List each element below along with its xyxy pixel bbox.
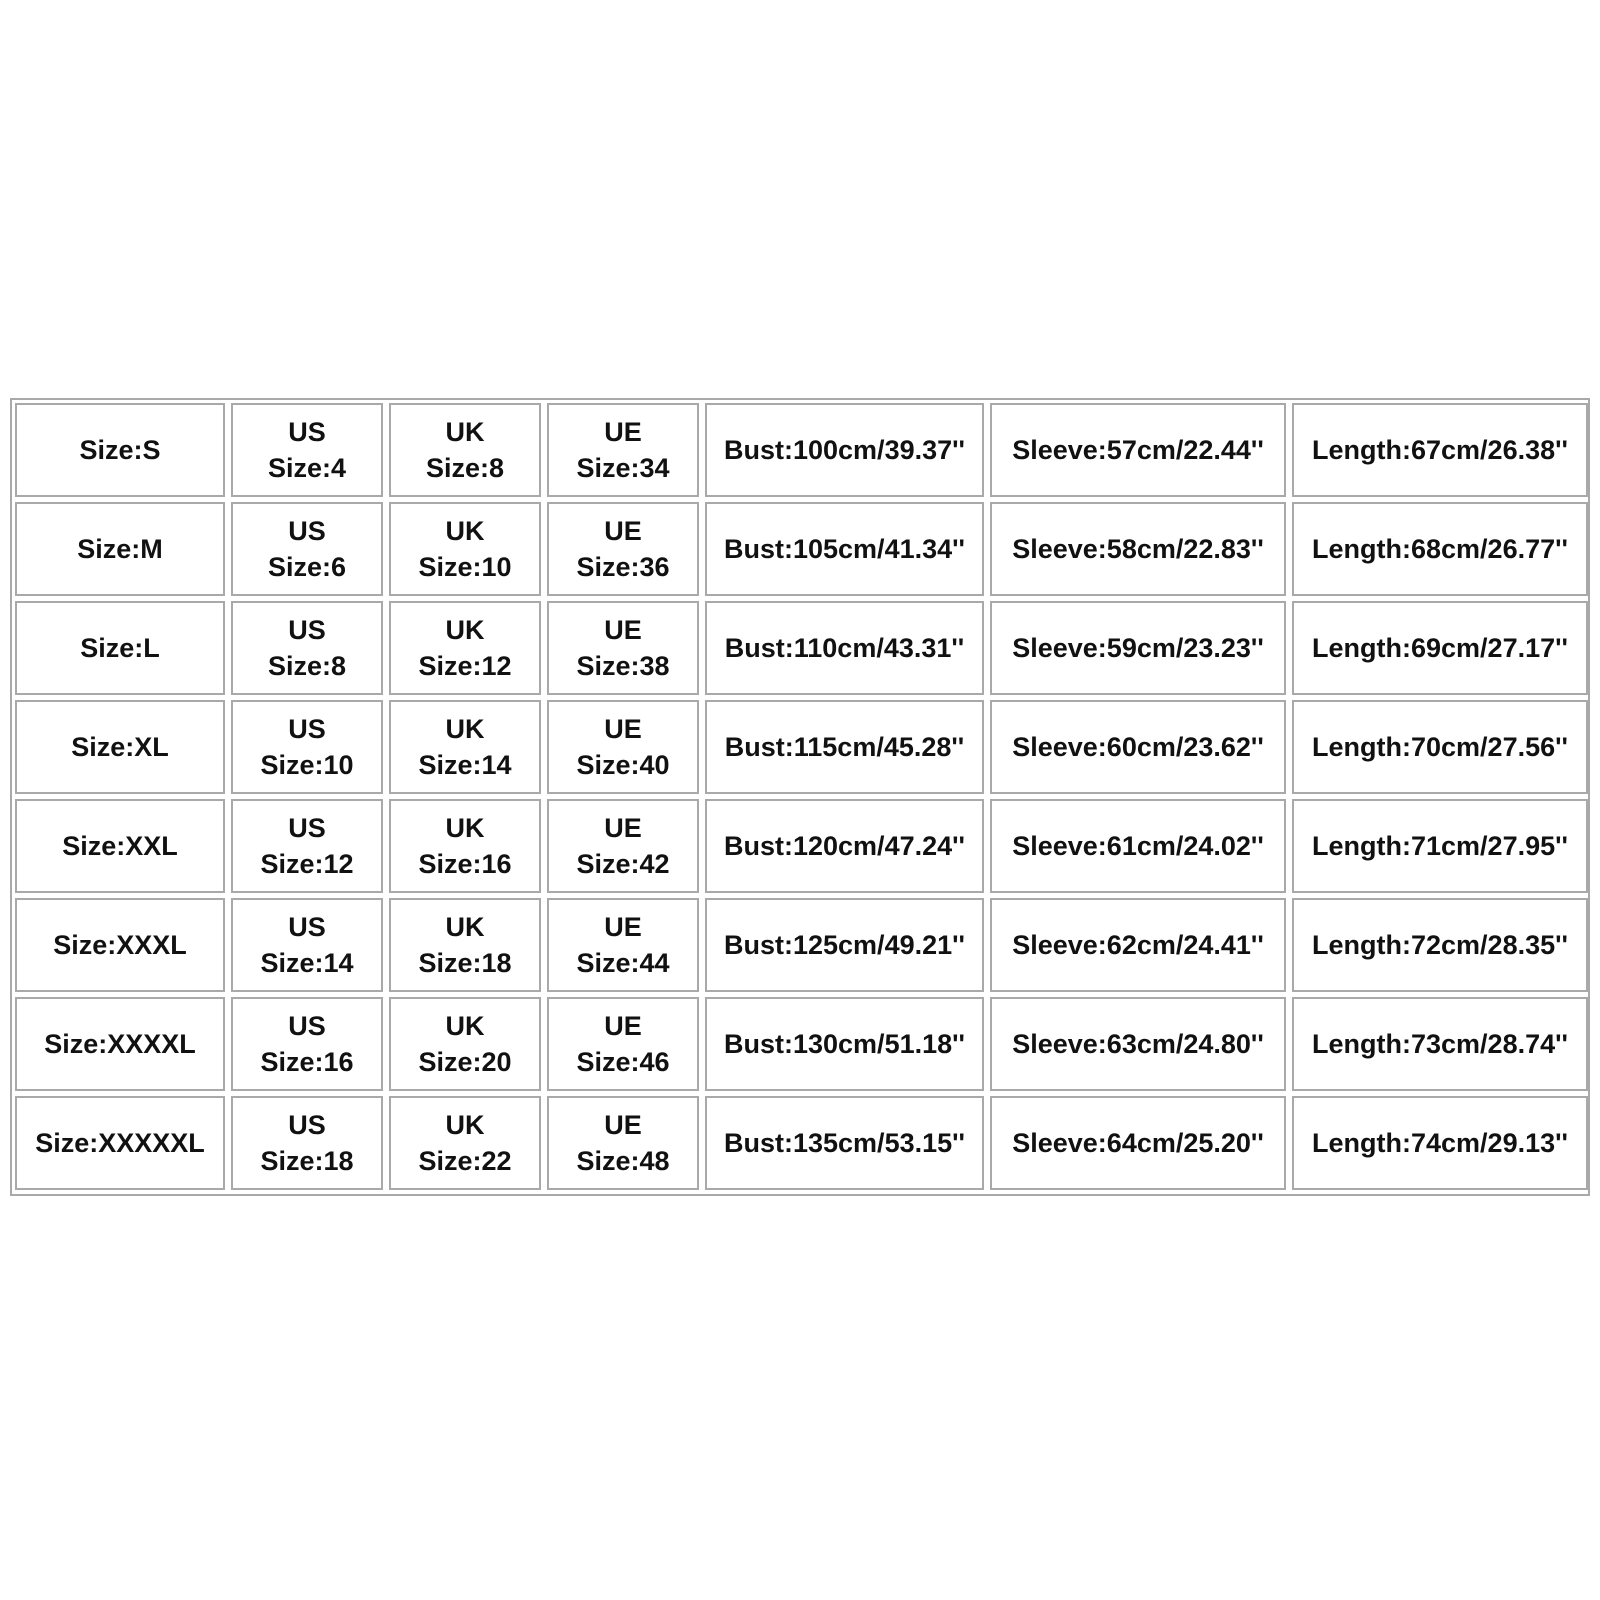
size-cell: Size:S: [15, 403, 225, 497]
ue-size-value: Size:38: [576, 651, 670, 681]
us-label: US: [288, 417, 326, 447]
ue-size-cell: [547, 799, 699, 893]
table-row: [15, 799, 1588, 893]
table-row: [15, 898, 1588, 992]
us-size-value: Size:6: [267, 552, 347, 582]
sleeve-cell: Sleeve:64cm/25.20'': [990, 1096, 1286, 1190]
uk-size-value: Size:10: [418, 552, 512, 582]
length-cell: Length:74cm/29.13'': [1292, 1096, 1588, 1190]
length-cell: Length:72cm/28.35'': [1292, 898, 1588, 992]
length-cell: Length:70cm/27.56'': [1292, 700, 1588, 794]
us-size-cell: [231, 898, 383, 992]
ue-label: UE: [604, 615, 642, 645]
bust-cell: Bust:100cm/39.37'': [705, 403, 984, 497]
length-cell: Length:73cm/28.74'': [1292, 997, 1588, 1091]
uk-label: UK: [445, 615, 485, 645]
uk-size-value: Size:22: [418, 1146, 512, 1176]
uk-size-value: Size:12: [418, 651, 512, 681]
size-cell: Size:XL: [15, 700, 225, 794]
us-size-value: Size:12: [260, 849, 354, 879]
size-chart: [10, 398, 1590, 1196]
length-cell: Length:71cm/27.95'': [1292, 799, 1588, 893]
us-size-cell: [231, 1096, 383, 1190]
sleeve-cell: Sleeve:59cm/23.23'': [990, 601, 1286, 695]
bust-cell: Bust:105cm/41.34'': [705, 502, 984, 596]
ue-label: UE: [604, 714, 642, 744]
ue-size-cell: [547, 1096, 699, 1190]
bust-cell: Bust:130cm/51.18'': [705, 997, 984, 1091]
us-size-value: Size:10: [260, 750, 354, 780]
uk-size-value: Size:16: [418, 849, 512, 879]
us-label: US: [288, 1011, 326, 1041]
us-label: US: [288, 516, 326, 546]
ue-size-cell: [547, 601, 699, 695]
ue-size-cell: [547, 898, 699, 992]
size-cell: Size:XXL: [15, 799, 225, 893]
ue-size-value: Size:40: [576, 750, 670, 780]
table-row: [15, 403, 1588, 497]
us-label: US: [288, 813, 326, 843]
uk-size-cell: [389, 898, 541, 992]
size-cell: Size:XXXXXL: [15, 1096, 225, 1190]
uk-size-cell: [389, 601, 541, 695]
ue-size-cell: [547, 700, 699, 794]
uk-label: UK: [445, 714, 485, 744]
bust-cell: Bust:115cm/45.28'': [705, 700, 984, 794]
us-size-value: Size:16: [260, 1047, 354, 1077]
ue-size-cell: [547, 403, 699, 497]
uk-label: UK: [445, 1011, 485, 1041]
ue-size-value: Size:34: [576, 453, 670, 483]
ue-size-value: Size:44: [576, 948, 670, 978]
table-row: [15, 997, 1588, 1091]
ue-label: UE: [604, 1110, 642, 1140]
size-cell: Size:XXXL: [15, 898, 225, 992]
uk-size-cell: [389, 1096, 541, 1190]
ue-size-value: Size:48: [576, 1146, 670, 1176]
ue-size-value: Size:36: [576, 552, 670, 582]
bust-cell: Bust:125cm/49.21'': [705, 898, 984, 992]
uk-size-cell: [389, 799, 541, 893]
size-cell: Size:M: [15, 502, 225, 596]
us-label: US: [288, 1110, 326, 1140]
length-cell: Length:67cm/26.38'': [1292, 403, 1588, 497]
uk-size-value: Size:18: [418, 948, 512, 978]
uk-size-value: Size:20: [418, 1047, 512, 1077]
table-row: [15, 700, 1588, 794]
uk-size-value: Size:14: [418, 750, 512, 780]
us-label: US: [288, 615, 326, 645]
bust-cell: Bust:135cm/53.15'': [705, 1096, 984, 1190]
table-row: [15, 1096, 1588, 1190]
us-size-cell: [231, 403, 383, 497]
us-size-value: Size:4: [267, 453, 347, 483]
uk-label: UK: [445, 912, 485, 942]
table-row: [15, 601, 1588, 695]
bust-cell: Bust:120cm/47.24'': [705, 799, 984, 893]
uk-size-cell: [389, 502, 541, 596]
sleeve-cell: Sleeve:63cm/24.80'': [990, 997, 1286, 1091]
table-row: [15, 502, 1588, 596]
ue-label: UE: [604, 912, 642, 942]
sleeve-cell: Sleeve:60cm/23.62'': [990, 700, 1286, 794]
us-size-value: Size:14: [260, 948, 354, 978]
us-label: US: [288, 714, 326, 744]
uk-size-value: Size:8: [425, 453, 505, 483]
size-cell: Size:XXXXL: [15, 997, 225, 1091]
sleeve-cell: Sleeve:61cm/24.02'': [990, 799, 1286, 893]
ue-label: UE: [604, 813, 642, 843]
us-size-cell: [231, 997, 383, 1091]
ue-size-value: Size:46: [576, 1047, 670, 1077]
us-size-value: Size:18: [260, 1146, 354, 1176]
size-chart-table: [9, 398, 1594, 1195]
sleeve-cell: Sleeve:58cm/22.83'': [990, 502, 1286, 596]
sleeve-cell: Sleeve:62cm/24.41'': [990, 898, 1286, 992]
ue-size-cell: [547, 502, 699, 596]
ue-size-cell: [547, 997, 699, 1091]
ue-size-value: Size:42: [576, 849, 670, 879]
uk-size-cell: [389, 700, 541, 794]
ue-label: UE: [604, 417, 642, 447]
us-label: US: [288, 912, 326, 942]
uk-size-cell: [389, 403, 541, 497]
uk-label: UK: [445, 813, 485, 843]
bust-cell: Bust:110cm/43.31'': [705, 601, 984, 695]
uk-label: UK: [445, 417, 485, 447]
us-size-cell: [231, 799, 383, 893]
ue-label: UE: [604, 516, 642, 546]
uk-size-cell: [389, 997, 541, 1091]
length-cell: Length:68cm/26.77'': [1292, 502, 1588, 596]
uk-label: UK: [445, 516, 485, 546]
uk-label: UK: [445, 1110, 485, 1140]
size-cell: Size:L: [15, 601, 225, 695]
us-size-cell: [231, 700, 383, 794]
us-size-value: Size:8: [267, 651, 347, 681]
sleeve-cell: Sleeve:57cm/22.44'': [990, 403, 1286, 497]
length-cell: Length:69cm/27.17'': [1292, 601, 1588, 695]
ue-label: UE: [604, 1011, 642, 1041]
us-size-cell: [231, 601, 383, 695]
us-size-cell: [231, 502, 383, 596]
